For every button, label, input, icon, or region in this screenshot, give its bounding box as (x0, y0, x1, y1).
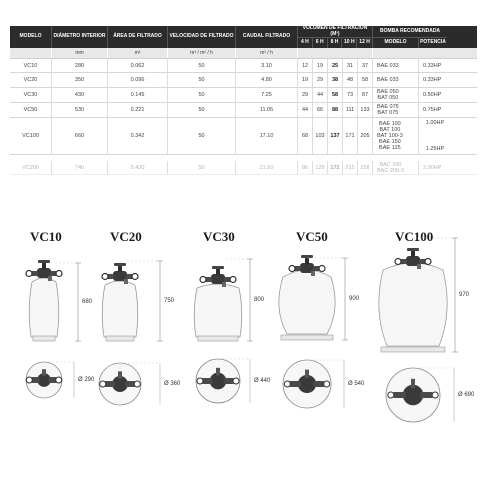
header-bomba-title: BOMBA RECOMENDADA (379, 27, 441, 34)
cell-8h: 25 (328, 59, 343, 72)
potencia-value: 1.25HP (425, 146, 445, 152)
bomba-model: BAE 050 (377, 89, 399, 95)
cell-caudal: 7.25 (236, 88, 298, 102)
drawing-label: VC100 (395, 229, 434, 244)
cell-8h: 88 (328, 103, 343, 117)
drawing-label: VC50 (296, 229, 328, 244)
bomba-model: BAE 100 (379, 121, 401, 127)
header-area: ÁREA DE FILTRADO (108, 26, 168, 48)
cell-velocidad: 50 (168, 161, 236, 174)
cell-area: 0.096 (108, 73, 168, 87)
cell-6h: 44 (313, 88, 328, 102)
cell-velocidad: 50 (168, 88, 236, 102)
cell-modelo: VC10 (10, 59, 52, 72)
height-label: 970 (459, 292, 470, 298)
cell-area: 0.221 (108, 103, 168, 117)
potencia-value: 1.00HP (425, 120, 445, 126)
cell-velocidad: 50 (168, 103, 236, 117)
cell-12h: 58 (358, 73, 373, 87)
bomba-model: BAT 100-3 (377, 133, 403, 139)
cell-diametro: 430 (52, 88, 108, 102)
cell-4h: 44 (298, 103, 313, 117)
header-velocidad: VELOCIDAD DE FILTRADO (168, 26, 236, 48)
tank-base (381, 347, 445, 352)
cell-area: 0.145 (108, 88, 168, 102)
bomba-model: BAE 125 (379, 145, 401, 151)
bomba-model: BAT 075 (377, 110, 399, 116)
cell-area: 0.430 (108, 161, 168, 174)
bomba-model: BAT 050 (377, 95, 399, 101)
header-diametro: DIÁMETRO INTERIOR (52, 26, 108, 48)
cell-8h: 38 (328, 73, 343, 87)
height-label: 680 (82, 299, 93, 305)
cell-10h: 48 (343, 73, 358, 87)
cell-8h: 58 (328, 88, 343, 102)
cell-10h: 215 (343, 161, 358, 174)
cell-diametro: 660 (52, 118, 108, 154)
diameter-label: Ø 690 (458, 392, 475, 398)
cell-6h: 19 (313, 59, 328, 72)
bomba-model: BAC 200-3 (377, 167, 404, 174)
unit-area: m² (108, 48, 168, 58)
bomba-model: BAE 150 (379, 139, 401, 145)
header-modelo: MODELO (10, 26, 52, 48)
cell-area: 0.342 (108, 118, 168, 154)
header-hour: 8 H (328, 38, 343, 48)
header-hour: 6 H (313, 38, 328, 48)
tank-body (379, 263, 447, 346)
cell-4h: 19 (298, 73, 313, 87)
diameter-label: Ø 360 (164, 381, 181, 387)
cell-velocidad: 50 (168, 118, 236, 154)
cell-12h: 87 (358, 88, 373, 102)
potencia-value: 2.00HP (423, 164, 442, 171)
cell-6h: 66 (313, 103, 328, 117)
cell-8h: 137 (328, 118, 343, 154)
cell-12h: 258 (358, 161, 373, 174)
cell-caudal: 17.10 (236, 118, 298, 154)
cell-12h: 205 (358, 118, 373, 154)
header-potencia: POTENCIA (420, 39, 446, 46)
diameter-label: Ø 540 (348, 381, 365, 387)
cell-caudal: 21.50 (236, 161, 298, 174)
header-modelo-bomba: MODELO (373, 38, 419, 48)
bomba-model: BAE 075 (377, 104, 399, 110)
cell-6h: 29 (313, 73, 328, 87)
cell-diametro: 740 (52, 161, 108, 174)
cell-modelo: VC20 (10, 73, 52, 87)
cell-10h: 111 (343, 103, 358, 117)
cell-modelo: VC50 (10, 103, 52, 117)
cell-velocidad: 50 (168, 73, 236, 87)
cell-diametro: 530 (52, 103, 108, 117)
potencia-value: 0.75HP (423, 107, 442, 113)
cell-10h: 31 (343, 59, 358, 72)
potencia-value: 0.33HP (423, 77, 442, 83)
drawing-label: VC30 (203, 229, 235, 244)
cell-modelo: VC100 (10, 118, 52, 154)
height-label: 750 (164, 298, 175, 304)
unit-diametro: mm (52, 48, 108, 58)
bomba-model: BAE 033 (377, 62, 399, 69)
height-label: 800 (254, 297, 265, 303)
bomba-model: BAC 200 (379, 161, 402, 168)
cell-10h: 171 (343, 118, 358, 154)
cell-caudal: 11.05 (236, 103, 298, 117)
cell-diametro: 280 (52, 59, 108, 72)
cell-caudal: 3.10 (236, 59, 298, 72)
diameter-label: Ø 290 (78, 377, 95, 383)
cell-12h: 37 (358, 59, 373, 72)
cell-modelo: VC30 (10, 88, 52, 102)
top-view (386, 368, 454, 422)
cell-6h: 129 (313, 161, 328, 174)
unit-velocidad: m³ / m² / h (168, 48, 236, 58)
drawing-label: VC20 (110, 229, 142, 244)
header-hour: 4 H (298, 38, 313, 48)
cell-area: 0.062 (108, 59, 168, 72)
header-volumen-title: VOLUMEN DE FILTRACIÓN (M³) (302, 25, 368, 37)
height-label: 900 (349, 296, 360, 302)
potencia-value: 0.33HP (423, 62, 442, 69)
bomba-model: BAT 100 (379, 127, 401, 133)
bomba-model: BAE 033 (377, 77, 399, 83)
potencia-value: 0.50HP (423, 92, 442, 98)
header-hour: 10 H (342, 38, 357, 48)
cell-10h: 73 (343, 88, 358, 102)
unit-caudal: m³ / h (236, 48, 298, 58)
cell-caudal: 4.80 (236, 73, 298, 87)
drawing-label: VC10 (30, 229, 62, 244)
cell-diametro: 350 (52, 73, 108, 87)
cell-velocidad: 50 (168, 59, 236, 72)
cell-4h: 86 (298, 161, 313, 174)
header-caudal: CAUDAL FILTRADO (236, 26, 298, 48)
cell-4h: 68 (298, 118, 313, 154)
cell-12h: 133 (358, 103, 373, 117)
cell-4h: 29 (298, 88, 313, 102)
cell-6h: 103 (313, 118, 328, 154)
cell-4h: 12 (298, 59, 313, 72)
cell-8h: 172 (328, 161, 343, 174)
diameter-label: Ø 440 (254, 378, 271, 384)
cell-modelo: VC200 (10, 161, 52, 174)
header-hour: 12 H (359, 39, 370, 46)
